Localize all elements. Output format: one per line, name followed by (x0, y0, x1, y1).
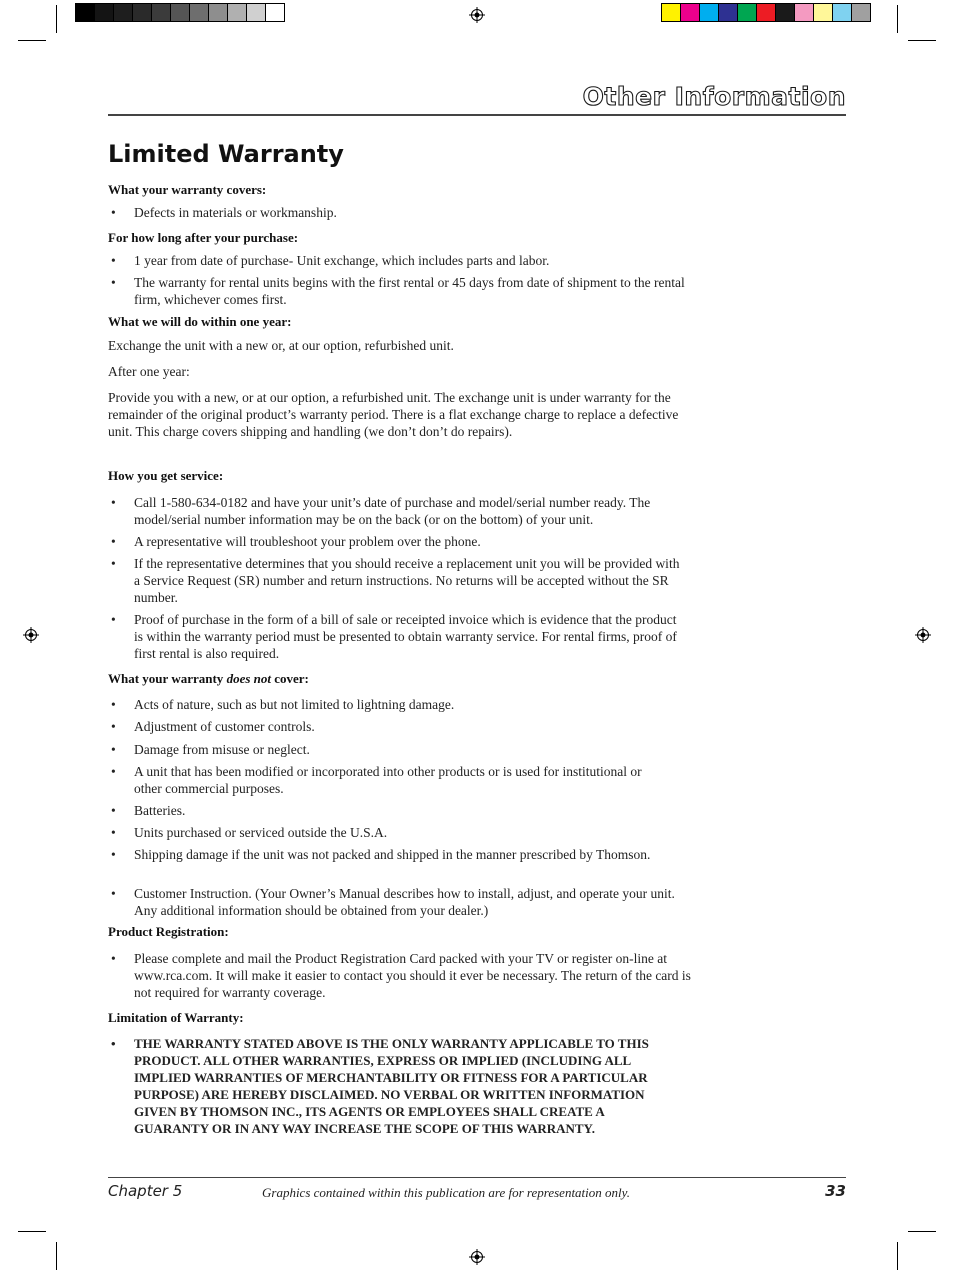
color-swatch (718, 3, 738, 22)
footer-divider (108, 1177, 846, 1178)
bullet: • (111, 495, 116, 510)
list-item-text: A representative will troubleshoot your problem over the phone. (134, 534, 481, 549)
not-cover-heading-pre: What your warranty (108, 671, 227, 686)
list-item-text: Please complete and mail the Product Registration Card packed with your TV or register on-line at www.rca.com. It will make it easier to contact you should it ever be necessary. The return of the card is not required for warranty coverage. (134, 951, 691, 1000)
color-swatch (756, 3, 776, 22)
registration-mark-icon (469, 7, 485, 23)
covers-heading: What your warranty covers: (108, 182, 267, 197)
footer-disclaimer: Graphics contained within this publication are for representation only. (262, 1185, 630, 1200)
crop-mark (18, 1231, 46, 1232)
bullet: • (111, 886, 116, 901)
gray-swatch (189, 3, 209, 22)
list-item-text: Customer Instruction. (Your Owner’s Manual describes how to install, adjust, and operate your unit. Any additional information should be obtained from your dealer.) (134, 886, 675, 918)
list-item-text: The warranty for rental units begins with the first rental or 45 days from date of shipment to the rental firm, whichever comes first. (134, 275, 685, 307)
page-number: 33 (825, 1182, 846, 1200)
bullet: • (111, 534, 116, 549)
bullet: • (111, 764, 116, 779)
bullet: • (111, 612, 116, 627)
color-swatch (699, 3, 719, 22)
bullet: • (111, 719, 116, 734)
registration-heading: Product Registration: (108, 924, 229, 939)
crop-mark (897, 5, 898, 33)
list-item-text: If the representative determines that you should receive a replacement unit you will be provided with a Service Request (SR) number and return instructions. No returns will be accepted without the SR number. (134, 556, 680, 605)
bullet: • (111, 951, 116, 966)
list-item (108, 885, 693, 919)
not-cover-heading-post: cover: (270, 671, 309, 686)
color-swatch (775, 3, 795, 22)
bullet: • (111, 697, 116, 712)
bullet: • (111, 253, 116, 268)
list-item-text: Units purchased or serviced outside the U.S.A. (134, 825, 388, 840)
list-item-text: 1 year from date of purchase- Unit exchange, which includes parts and labor. (134, 253, 550, 268)
not-cover-heading (108, 671, 309, 687)
list-item-text: Defects in materials or workmanship. (134, 205, 337, 220)
crop-mark (908, 1231, 936, 1232)
registration-mark-icon (469, 1249, 485, 1265)
paragraph: Exchange the unit with a new or, at our option, refurbished unit. (108, 338, 454, 353)
list-item-text: Damage from misuse or neglect. (134, 742, 310, 757)
color-swatch (832, 3, 852, 22)
registration-mark-icon (23, 627, 39, 643)
chapter-label: Chapter 5 (108, 1182, 183, 1200)
list-item (108, 802, 698, 819)
color-swatch (661, 3, 681, 22)
list-item (108, 252, 698, 269)
bullet: • (111, 275, 116, 290)
limitation-heading: Limitation of Warranty: (108, 1010, 244, 1025)
list-item (108, 950, 693, 1001)
service-heading: How you get service: (108, 468, 224, 483)
list-item (108, 741, 698, 758)
gray-swatch (94, 3, 114, 22)
crop-mark (897, 1242, 898, 1270)
color-swatch (813, 3, 833, 22)
list-item-text: Proof of purchase in the form of a bill of sale or receipted invoice which is evidence that the product is within the warranty period must be presented to obtain warranty service. For rental firms, proof of first rental is also required. (134, 612, 677, 661)
gray-swatch (132, 3, 152, 22)
crop-mark (56, 1242, 57, 1270)
list-item-text: THE WARRANTY STATED ABOVE IS THE ONLY WARRANTY APPLICABLE TO THIS PRODUCT. ALL OTHER WARRANTIES, EXPRESS OR IMPLIED (INCLUDING ALL IMPLIED WARRANTIES OF MERCHANTABILITY OR FITNESS FOR A PARTICULAR PURPOSE) ARE HEREBY DISCLAIMED. NO VERBAL OR WRITTEN INFORMATION GIVEN BY THOMSON INC., ITS AGENTS OR EMPLOYEES SHALL CREATE A GUARANTY OR IN ANY WAY INCREASE THE SCOPE OF THIS WARRANTY. (134, 1036, 649, 1136)
header-divider (108, 114, 846, 116)
list-item-text: Call 1-580-634-0182 and have your unit’s date of purchase and model/serial number ready. The model/serial number information may be on the back (or on the bottom) of your unit. (134, 495, 651, 527)
list-item (108, 533, 698, 550)
list-item-text: Batteries. (134, 803, 186, 818)
within-year-heading: What we will do within one year: (108, 314, 292, 329)
gray-swatch (265, 3, 285, 22)
list-item (108, 611, 688, 662)
list-item-text: A unit that has been modified or incorporated into other products or is used for institutional or other commercial purposes. (134, 764, 642, 796)
paragraph: Provide you with a new, or at our option, a refurbished unit. The exchange unit is under warranty for the remainder of the original product’s warranty period. There is a flat exchange charge to replace a defective unit. This charge covers shipping and handling (we don’t don’t do repairs). (108, 390, 679, 439)
color-swatch (737, 3, 757, 22)
gray-swatch (227, 3, 247, 22)
list-item (108, 555, 688, 606)
page-title: Limited Warranty (108, 140, 344, 168)
list-item (108, 696, 698, 713)
section-title: Other Information (582, 82, 846, 111)
crop-mark (18, 40, 46, 41)
gray-swatch (151, 3, 171, 22)
color-swatch (680, 3, 700, 22)
not-cover-heading-emphasis: does not (226, 671, 271, 686)
bullet: • (111, 825, 116, 840)
list-item-text: Acts of nature, such as but not limited to lightning damage. (134, 697, 455, 712)
gray-swatch (246, 3, 266, 22)
list-item-text: Shipping damage if the unit was not packed and shipped in the manner prescribed by Thomson. (134, 847, 651, 862)
list-item (108, 1035, 676, 1137)
bullet: • (111, 847, 116, 862)
crop-mark (56, 5, 57, 33)
list-item (108, 274, 698, 308)
crop-mark (908, 40, 936, 41)
color-swatch (794, 3, 814, 22)
list-item (108, 494, 698, 528)
paragraph: After one year: (108, 364, 190, 379)
list-item (108, 718, 698, 735)
bullet: • (111, 742, 116, 757)
how-long-heading: For how long after your purchase: (108, 230, 299, 245)
color-swatch (851, 3, 871, 22)
list-item (108, 763, 668, 797)
gray-swatch (170, 3, 190, 22)
bullet: • (111, 803, 116, 818)
bullet: • (111, 205, 116, 220)
list-item (108, 204, 698, 221)
list-item (108, 824, 698, 841)
bullet: • (111, 1036, 116, 1051)
gray-swatch (113, 3, 133, 22)
gray-swatch (75, 3, 95, 22)
list-item (108, 846, 688, 863)
registration-mark-icon (915, 627, 931, 643)
gray-swatch (208, 3, 228, 22)
list-item-text: Adjustment of customer controls. (134, 719, 315, 734)
bullet: • (111, 556, 116, 571)
